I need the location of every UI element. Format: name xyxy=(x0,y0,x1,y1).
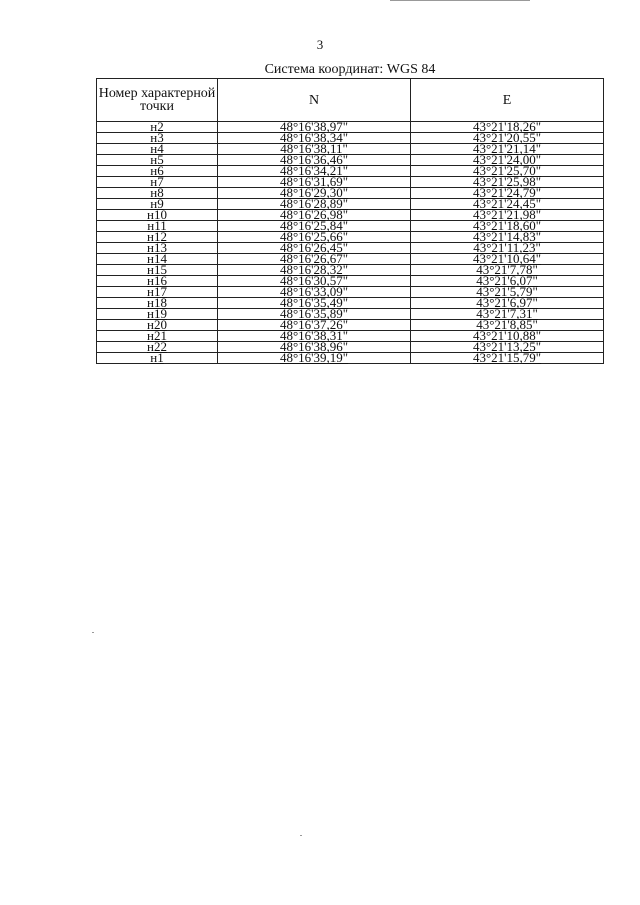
east-coordinate-cell: 43°21'24,79" xyxy=(411,188,604,199)
east-coordinate-cell: 43°21'20,55" xyxy=(411,133,604,144)
point-number-cell: н20 xyxy=(97,320,218,331)
point-number-cell: н19 xyxy=(97,309,218,320)
point-number-cell: н22 xyxy=(97,342,218,353)
east-coordinate-cell: 43°21'25,70" xyxy=(411,166,604,177)
east-coordinate-cell: 43°21'6,07" xyxy=(411,276,604,287)
point-number-cell: н9 xyxy=(97,199,218,210)
point-number-cell: н3 xyxy=(97,133,218,144)
point-number-cell: н17 xyxy=(97,287,218,298)
north-coordinate-cell: 48°16'29,30" xyxy=(218,188,411,199)
north-coordinate-cell: 48°16'26,67" xyxy=(218,254,411,265)
east-coordinate-cell: 43°21'13,25" xyxy=(411,342,604,353)
east-coordinate-cell: 43°21'5,79" xyxy=(411,287,604,298)
point-number-cell: н7 xyxy=(97,177,218,188)
north-coordinate-cell: 48°16'33,09" xyxy=(218,287,411,298)
table-row xyxy=(97,353,604,364)
east-coordinate-cell: 43°21'24,45" xyxy=(411,199,604,210)
point-number-cell: н2 xyxy=(97,122,218,133)
point-number-cell: н4 xyxy=(97,144,218,155)
point-number-cell: н18 xyxy=(97,298,218,309)
north-coordinate-cell: 48°16'28,32" xyxy=(218,265,411,276)
east-coordinate-cell: 43°21'10,64" xyxy=(411,254,604,265)
east-coordinate-cell: 43°21'11,23" xyxy=(411,243,604,254)
point-number-cell: н6 xyxy=(97,166,218,177)
north-coordinate-cell: 48°16'26,45" xyxy=(218,243,411,254)
north-coordinate-cell: 48°16'26,98" xyxy=(218,210,411,221)
table-body xyxy=(97,119,604,365)
north-coordinate-cell: 48°16'39,19" xyxy=(218,353,411,364)
scan-edge-line xyxy=(390,0,530,1)
east-coordinate-cell: 43°21'7,78" xyxy=(411,265,604,276)
east-coordinate-cell: 43°21'21,14" xyxy=(411,144,604,155)
point-number-cell: н5 xyxy=(97,155,218,166)
east-coordinate-cell: 43°21'14,83" xyxy=(411,232,604,243)
north-coordinate-cell: 48°16'34,21" xyxy=(218,166,411,177)
point-number-cell: н15 xyxy=(97,265,218,276)
east-coordinate-cell: 43°21'18,26" xyxy=(411,122,604,133)
north-coordinate-cell: 48°16'38,97" xyxy=(218,122,411,133)
scan-speck xyxy=(300,835,302,836)
coordinates-table xyxy=(96,78,604,364)
point-number-cell: н12 xyxy=(97,232,218,243)
east-coordinate-cell: 43°21'15,79" xyxy=(411,353,604,364)
header-point-number: Номер характерной точки xyxy=(97,79,218,122)
east-coordinate-cell: 43°21'25,98" xyxy=(411,177,604,188)
east-coordinate-cell: 43°21'24,00" xyxy=(411,155,604,166)
north-coordinate-cell: 48°16'35,49" xyxy=(218,298,411,309)
north-coordinate-cell: 48°16'38,96" xyxy=(218,342,411,353)
page-number: 3 xyxy=(316,37,324,52)
point-number-cell: н8 xyxy=(97,188,218,199)
east-coordinate-cell: 43°21'21,98" xyxy=(411,210,604,221)
north-coordinate-cell: 48°16'38,34" xyxy=(218,133,411,144)
east-coordinate-cell: 43°21'10,88" xyxy=(411,331,604,342)
north-coordinate-cell: 48°16'30,57" xyxy=(218,276,411,287)
point-number-cell: н14 xyxy=(97,254,218,265)
scan-speck xyxy=(92,632,94,633)
north-coordinate-cell: 48°16'31,69" xyxy=(218,177,411,188)
east-coordinate-cell: 43°21'6,97" xyxy=(411,298,604,309)
east-coordinate-cell: 43°21'8,85" xyxy=(411,320,604,331)
table-title: Система координат: WGS 84 xyxy=(264,62,436,77)
north-coordinate-cell: 48°16'35,89" xyxy=(218,309,411,320)
north-coordinate-cell: 48°16'25,66" xyxy=(218,232,411,243)
table-header-row xyxy=(97,79,604,122)
east-coordinate-cell: 43°21'7,31" xyxy=(411,309,604,320)
point-number-cell: н10 xyxy=(97,210,218,221)
north-coordinate-cell: 48°16'38,11" xyxy=(218,144,411,155)
point-number-cell: н13 xyxy=(97,243,218,254)
north-coordinate-cell: 48°16'37,26" xyxy=(218,320,411,331)
north-coordinate-cell: 48°16'38,31" xyxy=(218,331,411,342)
north-coordinate-cell: 48°16'36,46" xyxy=(218,155,411,166)
point-number-cell: н1 xyxy=(97,353,218,364)
north-coordinate-cell: 48°16'28,89" xyxy=(218,199,411,210)
point-number-cell: н16 xyxy=(97,276,218,287)
east-coordinate-cell: 43°21'18,60" xyxy=(411,221,604,232)
point-number-cell: н11 xyxy=(97,221,218,232)
header-north: N xyxy=(218,79,411,122)
point-number-cell: н21 xyxy=(97,331,218,342)
north-coordinate-cell: 48°16'25,84" xyxy=(218,221,411,232)
header-east: E xyxy=(411,79,604,122)
